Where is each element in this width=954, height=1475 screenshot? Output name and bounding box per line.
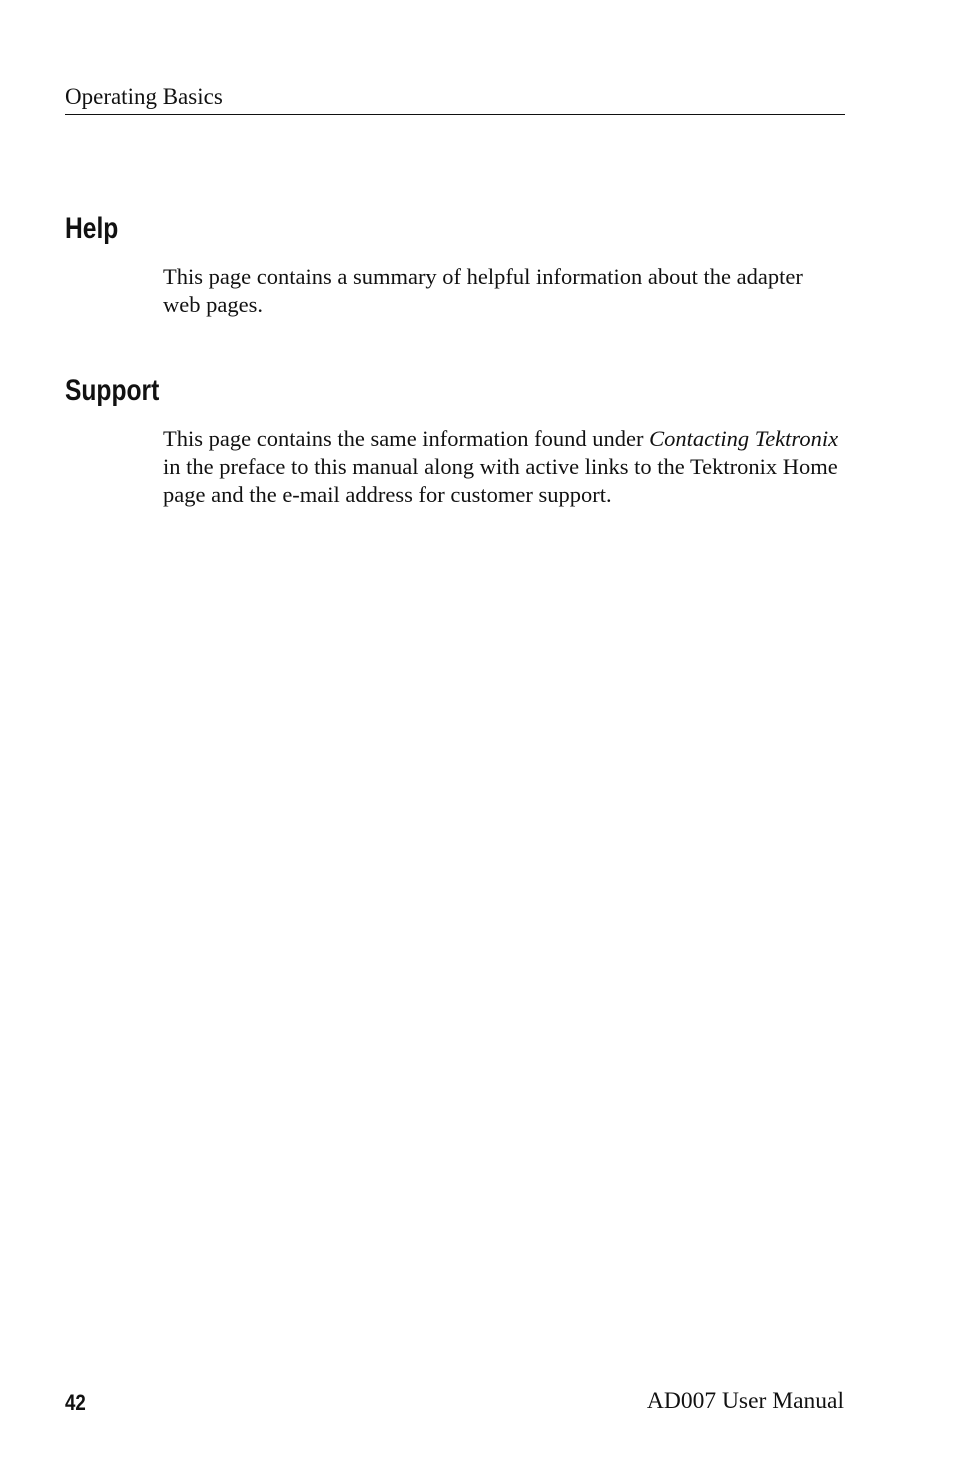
support-paragraph-text-start: This page contains the same information found under (163, 426, 650, 451)
support-paragraph (163, 425, 853, 508)
help-heading: Help (65, 212, 119, 245)
support-paragraph-text-end: in the preface to this manual along with active links to the Tektronix Home page and the e-mail address for customer support. (163, 453, 838, 507)
support-heading: Support (65, 374, 160, 407)
page-number: 42 (65, 1390, 86, 1415)
running-header-title: Operating Basics (65, 84, 223, 109)
manual-title: AD007 User Manual (646, 1388, 844, 1414)
contacting-tektronix-reference: Contacting Tektronix (649, 426, 839, 451)
running-header (65, 84, 845, 115)
help-paragraph: This page contains a summary of helpful information about the adapter web pages. (163, 264, 803, 317)
